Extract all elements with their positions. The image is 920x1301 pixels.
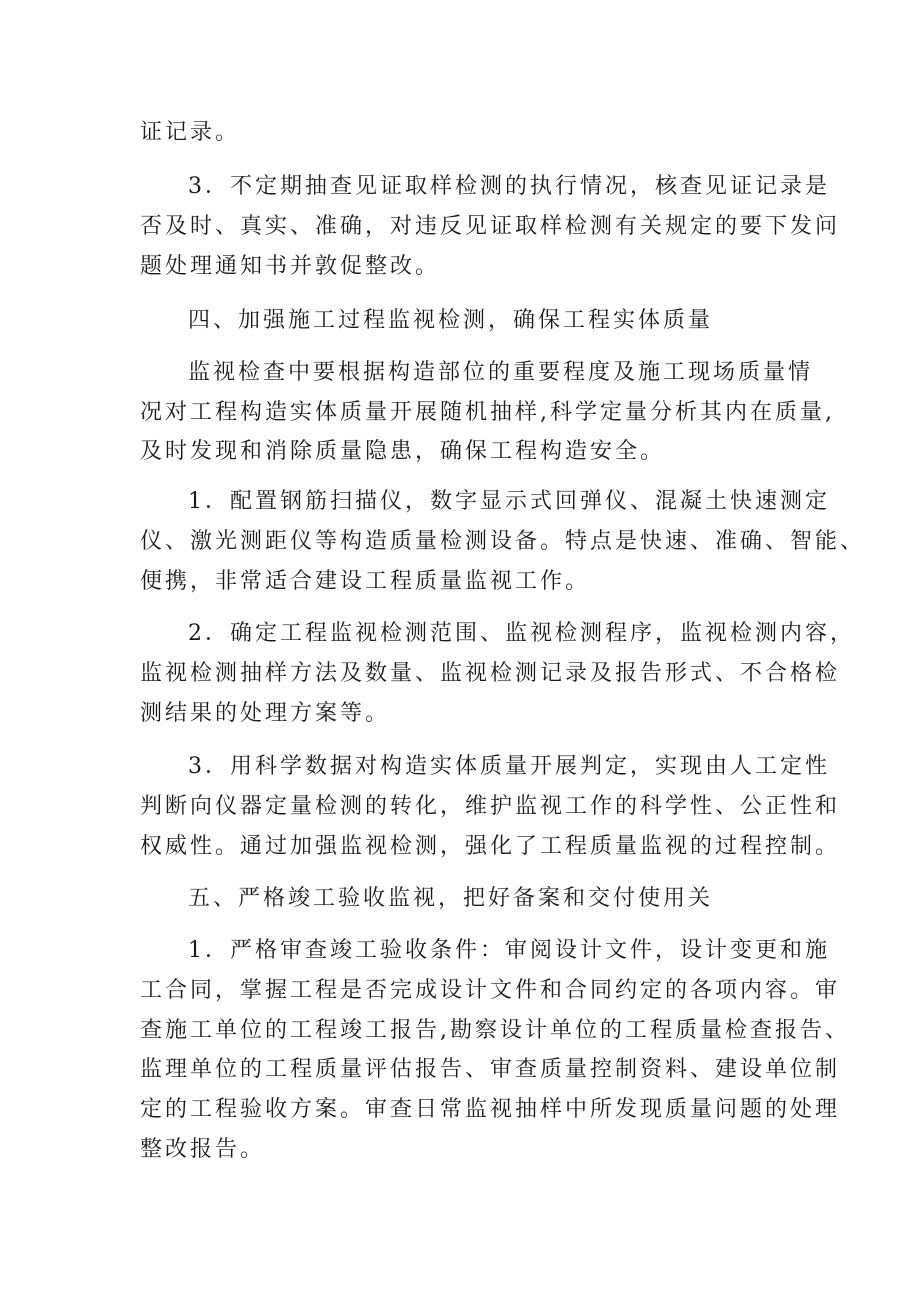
text-line: 测结果的处理方案等。 <box>140 701 391 726</box>
text-line: 题处理通知书并敦促整改。 <box>140 254 441 279</box>
text-line: 否及时、真实、准确，对违反见证取样检测有关规定的要下发问 <box>140 214 841 239</box>
text-line: 监视检测抽样方法及数量、监视检测记录及报告形式、不合格检 <box>140 661 841 686</box>
list-item-heading: 1．严格审查竣工验收条件：审阅设计文件，设计变更和施 <box>188 938 830 963</box>
text-line: 仪、激光测距仪等构造质量检测设备。特点是快速、准确、智能、 <box>140 529 866 554</box>
section-heading: 五、严格竣工验收监视，把好备案和交付使用关 <box>188 886 714 911</box>
text-line: 整改报告。 <box>140 1137 266 1162</box>
section-heading: 四、加强施工过程监视检测，确保工程实体质量 <box>188 308 714 333</box>
paragraph-start: 监视检查中要根据构造部位的重要程度及施工现场质量情 <box>188 360 814 385</box>
text-line: 便携，非常适合建设工程质量监视工作。 <box>140 569 591 594</box>
list-item-heading: 3．不定期抽查见证取样检测的执行情况，核查见证记录是 <box>188 174 830 199</box>
list-item-heading: 1．配置钢筋扫描仪，数字显示式回弹仪、混凝土快速测定 <box>188 489 830 514</box>
text-line: 工合同，掌握工程是否完成设计文件和合同约定的各项内容。审 <box>140 978 841 1003</box>
text-line: 判断向仪器定量检测的转化，维护监视工作的科学性、公正性和 <box>140 794 841 819</box>
text-line: 查施工单位的工程竣工报告,勘察设计单位的工程质量检查报告、 <box>140 1018 850 1043</box>
text-line: 监理单位的工程质量评估报告、审查质量控制资料、建设单位制 <box>140 1057 841 1082</box>
list-item-heading: 3．用科学数据对构造实体质量开展判定，实现由人工定性 <box>188 754 830 779</box>
text-line: 况对工程构造实体质量开展随机抽样,科学定量分析其内在质量, <box>140 400 835 425</box>
text-line: 证记录。 <box>140 120 241 145</box>
text-line: 及时发现和消除质量隐患，确保工程构造安全。 <box>140 439 666 464</box>
text-line: 权威性。通过加强监视检测，强化了工程质量监视的过程控制。 <box>140 834 841 859</box>
list-item-heading: 2．确定工程监视检测范围、监视检测程序，监视检测内容， <box>188 621 855 646</box>
text-line: 定的工程验收方案。审查日常监视抽样中所发现质量问题的处理 <box>140 1097 841 1122</box>
